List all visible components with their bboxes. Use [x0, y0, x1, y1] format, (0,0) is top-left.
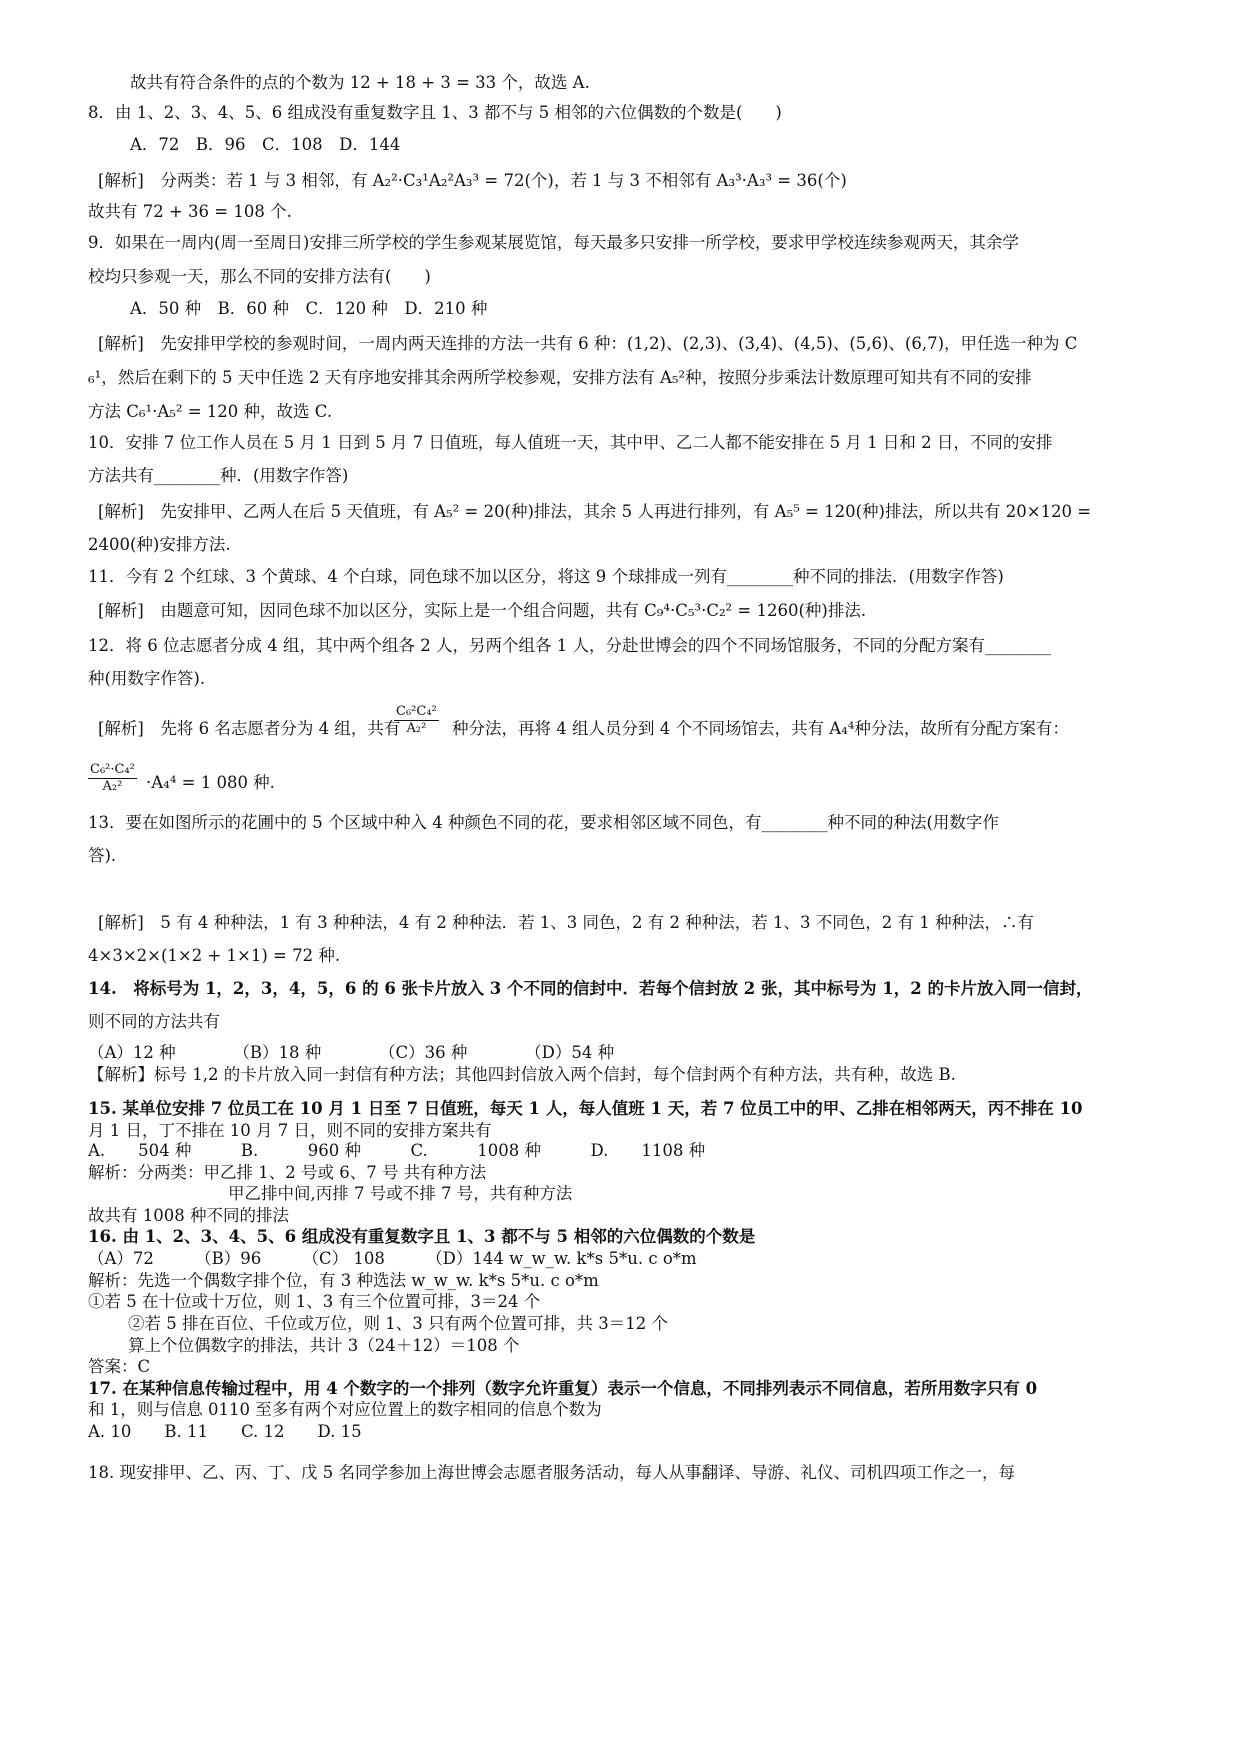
fraction-denominator: A₂² — [394, 720, 439, 737]
solution-13-line2: 4×3×2×(1×2 + 1×1) = 72 种. — [88, 946, 341, 965]
fraction-12a — [394, 704, 439, 737]
question-13-line2: 答). — [88, 846, 117, 865]
question-8-options: A．72 B．96 C．108 D．144 — [130, 135, 401, 154]
solution-12-result: ·A₄⁴ = 1 080 种. — [146, 773, 275, 792]
question-17: 17. 在某种信息传输过程中，用 4 个数字的一个排列（数字允许重复）表示一个信息，不同排列表示不同信息，若所用数字只有 0 — [88, 1379, 1038, 1398]
fraction-numerator: C₆²·C₄² — [90, 762, 135, 777]
question-17-options: A. 10 B. 11 C. 12 D. 15 — [88, 1422, 362, 1441]
question-9-line2: 校均只参观一天，那么不同的安排方法有( ) — [88, 267, 431, 286]
solution-11: [解析] 由题意可知，因同色球不加以区分，实际上是一个组合问题，共有 C₉⁴·C₅³·C₂² = 1260(种)排法. — [98, 601, 867, 620]
question-15-line2: 月 1 日，丁不排在 10 月 7 日，则不同的安排方案共有 — [88, 1121, 492, 1140]
solution-10: [解析] 先安排甲、乙两人在后 5 天值班，有 A₅² = 20(种)排法，其余 5 人再进行排列，有 A₅⁵ = 120(种)排法，所以共有 20×120 = — [98, 502, 1092, 521]
fraction-12b — [88, 762, 137, 795]
solution-16-case1: ①若 5 在十位或十万位，则 1、3 有三个位置可排，3＝24 个 — [88, 1292, 541, 1311]
solution-16-case2: ②若 5 排在百位、千位或万位，则 1、3 只有两个位置可排，共 3＝12 个 — [128, 1314, 668, 1333]
question-9-options: A．50 种 B．60 种 C．120 种 D．210 种 — [130, 299, 488, 318]
question-15-options: A. 504 种 B. 960 种 C. 1008 种 D. 1108 种 — [88, 1141, 706, 1160]
question-8: 8．由 1、2、3、4、5、6 组成没有重复数字且 1、3 都不与 5 相邻的六位偶数的个数是( ) — [88, 103, 782, 122]
solution-12: [解析] 先将 6 名志愿者分为 4 组，共有 — [98, 719, 401, 738]
question-10-line2: 方法共有________种．(用数字作答) — [88, 466, 349, 485]
solution-9-line3: 方法 C₆¹·A₅² = 120 种，故选 C. — [88, 402, 333, 421]
solution-9-line2: ₆¹，然后在剩下的 5 天中任选 2 天有序地安排其余两所学校参观，安排方法有 A₅²种，按照分步乘法计数原理可知共有不同的安排 — [88, 368, 1032, 387]
question-16-options: （A）72 （B）96 （C） 108 （D）144 w_w_w. k*s 5*u. c o*m — [88, 1249, 697, 1268]
solution-10-line2: 2400(种)安排方法. — [88, 535, 231, 554]
solution-12-cont: 种分法，再将 4 组人员分到 4 个不同场馆去，共有 A₄⁴种分法，故所有分配方案有： — [452, 719, 1069, 738]
solution-9: [解析] 先安排甲学校的参观时间，一周内两天连排的方法一共有 6 种：(1,2)、(2,3)、(3,4)、(4,5)、(5,6)、(6,7)，甲任选一种为 C — [98, 334, 1078, 353]
solution-14: 【解析】标号 1,2 的卡片放入同一封信有种方法；其他四封信放入两个信封，每个信封两个有种方法，共有种，故选 B. — [88, 1065, 956, 1084]
question-12: 12．将 6 位志愿者分成 4 组，其中两个组各 2 人，另两个组各 1 人，分赴世博会的四个不同场馆服务，不同的分配方案有________ — [88, 636, 1051, 655]
fraction-denominator: A₂² — [88, 778, 137, 795]
solution-8: [解析] 分两类：若 1 与 3 相邻，有 A₂²·C₃¹A₂²A₃³ = 72(个)，若 1 与 3 不相邻有 A₃³·A₃³ = 36(个) — [98, 171, 847, 190]
question-13: 13．要在如图所示的花圃中的 5 个区域中种入 4 种颜色不同的花，要求相邻区域不同色，有________种不同的种法(用数字作 — [88, 813, 999, 832]
question-11: 11．今有 2 个红球、3 个黄球、4 个白球，同色球不加以区分，将这 9 个球排成一列有________种不同的排法．(用数字作答) — [88, 567, 1004, 586]
question-17-line2: 和 1，则与信息 0110 至多有两个对应位置上的数字相同的信息个数为 — [88, 1400, 602, 1419]
question-14: 14. 将标号为 1，2，3，4，5，6 的 6 张卡片放入 3 个不同的信封中．若每个信封放 2 张，其中标号为 1，2 的卡片放入同一信封， — [88, 979, 1093, 998]
fraction-numerator: C₆²C₄² — [396, 704, 437, 719]
solution-15-line3: 故共有 1008 种不同的排法 — [88, 1206, 289, 1225]
solution-13: [解析] 5 有 4 种种法，1 有 3 种种法，4 有 2 种种法．若 1、3 同色，2 有 2 种种法，若 1、3 不同色，2 有 1 种种法，∴有 — [98, 913, 1034, 932]
question-14-line2: 则不同的方法共有 — [88, 1012, 220, 1031]
text-line: 故共有符合条件的点的个数为 12 + 18 + 3 = 33 个，故选 A. — [130, 73, 590, 92]
solution-15: 解析：分两类：甲乙排 1、2 号或 6、7 号 共有种方法 — [88, 1163, 487, 1182]
solution-16: 解析：先选一个偶数字排个位，有 3 种选法 w_w_w. k*s 5*u. c o*m — [88, 1271, 599, 1290]
question-18: 18. 现安排甲、乙、丙、丁、戊 5 名同学参加上海世博会志愿者服务活动，每人从事翻译、导游、礼仪、司机四项工作之一，每 — [88, 1463, 1015, 1482]
question-15: 15. 某单位安排 7 位员工在 10 月 1 日至 7 日值班，每天 1 人，每人值班 1 天，若 7 位员工中的甲、乙排在相邻两天，丙不排在 10 — [88, 1099, 1083, 1118]
question-10: 10．安排 7 位工作人员在 5 月 1 日到 5 月 7 日值班，每人值班一天，其中甲、乙二人都不能安排在 5 月 1 日和 2 日，不同的安排 — [88, 433, 1053, 452]
question-12-line2: 种(用数字作答). — [88, 669, 206, 688]
question-16: 16. 由 1、2、3、4、5、6 组成没有重复数字且 1、3 都不与 5 相邻的六位偶数的个数是 — [88, 1227, 756, 1246]
solution-16-total: 算上个位偶数字的排法，共计 3（24＋12）＝108 个 — [128, 1336, 520, 1355]
solution-8-line2: 故共有 72 + 36 = 108 个. — [88, 202, 292, 221]
solution-15-line2: 甲乙排中间,丙排 7 号或不排 7 号，共有种方法 — [228, 1184, 573, 1203]
question-14-options: （A）12 种 （B）18 种 （C）36 种 （D）54 种 — [88, 1043, 615, 1062]
question-9: 9．如果在一周内(周一至周日)安排三所学校的学生参观某展览馆，每天最多只安排一所学校，要求甲学校连续参观两天，其余学 — [88, 233, 1019, 252]
answer-16: 答案：C — [88, 1357, 151, 1376]
